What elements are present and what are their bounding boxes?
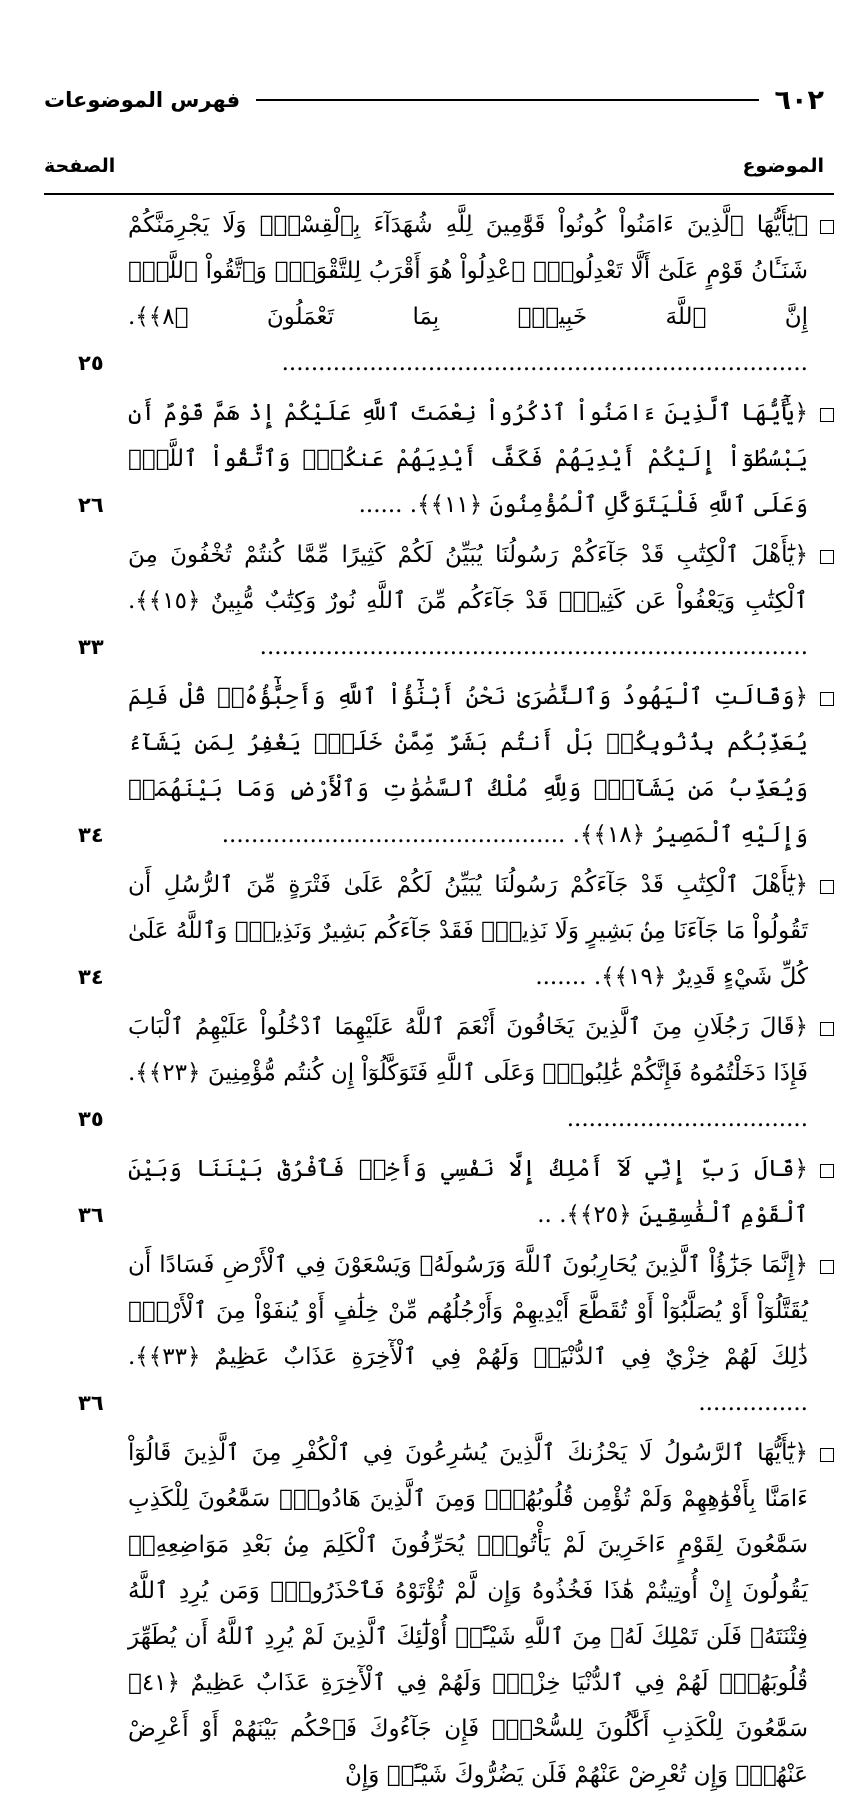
entry-text <box>128 390 808 528</box>
verse-text: ﴿يَٰٓأَيُّهَا ٱلَّذِينَ ءَامَنُواْ كُونُواْ قَوَّٰمِينَ لِلَّهِ شُهَدَآءَ بِٱلْقِسْطِۖ وَلَا يَجْرِمَنَّكُمْ شَنَـَٔانُ قَوْمٍ عَلَىٰٓ أَلَّا تَعْدِلُواْۚ ٱعْدِلُواْ هُوَ أَقْرَبُ لِلتَّقْوَىٰۖ وَٱتَّقُواْ ٱللَّهَۚ إِنَّ ٱللَّهَ خَبِيرُۢ بِمَا تَعْمَلُونَ ﴿٨﴾﴾. <box>128 212 808 330</box>
entry-bullet-icon <box>820 408 834 422</box>
entry-list <box>44 202 834 1798</box>
dot-leader: ............................................... <box>221 822 566 848</box>
verse-text: ﴿قَالَ رَجُلَانِ مِنَ ٱلَّذِينَ يَخَافُونَ أَنْعَمَ ٱللَّهُ عَلَيْهِمَا ٱدْخُلُواْ عَلَيْهِمُ ٱلْبَابَ فَإِذَا دَخَلْتُمُوهُ فَإِنَّكُمْ غَٰلِبُونَۚ وَعَلَى ٱللَّهِ فَتَوَكَّلُوٓاْ إِن كُنتُم مُّؤْمِنِينَ ﴿٢٣﴾﴾. <box>128 1014 808 1086</box>
verse-text: ﴿يَٰٓأَيُّهَا ٱلرَّسُولُ لَا يَحْزُنكَ ٱلَّذِينَ يُسَٰرِعُونَ فِي ٱلْكُفْرِ مِنَ ٱلَّذِينَ قَالُوٓاْ ءَامَنَّا بِأَفْوَٰهِهِمْ وَلَمْ تُؤْمِن قُلُوبُهُمْۛ وَمِنَ ٱلَّذِينَ هَادُواْۛ سَمَّٰعُونَ لِلْكَذِبِ سَمَّٰعُونَ لِقَوْمٍ ءَاخَرِينَ لَمْ يَأْتُوكَۖ يُحَرِّفُونَ ٱلْكَلِمَ مِنۢ بَعْدِ مَوَاضِعِهِۦۖ يَقُولُونَ إِنْ أُوتِيتُمْ هَٰذَا فَخُذُوهُ وَإِن لَّمْ تُؤْتَوْهُ فَٱحْذَرُواْۚ وَمَن يُرِدِ ٱللَّهُ فِتْنَتَهُۥ فَلَن تَمْلِكَ لَهُۥ مِنَ ٱللَّهِ شَيْـًٔاۚ أُوْلَٰٓئِكَ ٱلَّذِينَ لَمْ يُرِدِ ٱللَّهُ أَن يُطَهِّرَ قُلُوبَهُمْۚ لَهُمْ فِي ٱلدُّنْيَا خِزْيٌۖ وَلَهُمْ فِي ٱلْأٓخِرَةِ عَذَابٌ عَظِيمٌ ﴿٤١﴾ سَمَّٰعُونَ لِلْكَذِبِ أَكَّٰلُونَ لِلسُّحْتِۚ فَإِن جَآءُوكَ فَٱحْكُم بَيْنَهُمْ أَوْ أَعْرِضْ عَنْهُمْۖ وَإِن تُعْرِضْ عَنْهُمْ فَلَن يَضُرُّوكَ شَيْـًٔاۖ وَإِنْ <box>128 1440 808 1788</box>
entry-bullet-icon <box>820 1164 834 1178</box>
entry-text <box>128 532 808 670</box>
index-title: فهرس الموضوعات <box>44 88 241 112</box>
page-number: ٦٠٢ <box>774 84 824 116</box>
dot-leader: .. <box>537 1202 552 1228</box>
running-header <box>44 78 824 122</box>
entry-text <box>128 1146 808 1238</box>
page-reference: ٣٣ <box>78 635 104 659</box>
dot-leader: ....... <box>535 964 587 990</box>
entry-bullet-icon <box>820 692 834 706</box>
verse-text: ﴿إِنَّمَا جَزَٰٓؤُاْ ٱلَّذِينَ يُحَارِبُونَ ٱللَّهَ وَرَسُولَهُۥ وَيَسْعَوْنَ فِي ٱلْأَرْضِ فَسَادًا أَن يُقَتَّلُوٓاْ أَوْ يُصَلَّبُوٓاْ أَوْ تُقَطَّعَ أَيْدِيهِمْ وَأَرْجُلُهُم مِّنْ خِلَٰفٍ أَوْ يُنفَوْاْ مِنَ ٱلْأَرْضِۚ ذَٰلِكَ لَهُمْ خِزْيٌ فِي ٱلدُّنْيَاۖ وَلَهُمْ فِي ٱلْأٓخِرَةِ عَذَابٌ عَظِيمٌ ﴿٣٣﴾﴾. <box>128 1252 808 1370</box>
page-reference: ٣٥ <box>78 1107 104 1131</box>
dot-leader: ............... <box>698 1390 808 1416</box>
verse-text: ﴿يَٰٓأَهْلَ ٱلْكِتَٰبِ قَدْ جَآءَكُمْ رَسُولُنَا يُبَيِّنُ لَكُمْ عَلَىٰ فَتْرَةٍ مِّنَ ٱلرُّسُلِ أَن تَقُولُواْ مَا جَآءَنَا مِنۢ بَشِيرٍ وَلَا نَذِيرٍۖ فَقَدْ جَآءَكُم بَشِيرٌ وَنَذِيرٌۗ وَٱللَّهُ عَلَىٰ كُلِّ شَيْءٍ قَدِيرٌ ﴿١٩﴾﴾. <box>128 872 808 990</box>
index-entry <box>44 1146 834 1238</box>
entry-bullet-icon <box>820 1022 834 1036</box>
dot-leader: ................................. <box>566 1106 808 1132</box>
header-divider <box>44 193 834 195</box>
index-entry <box>44 390 834 528</box>
index-entry <box>44 862 834 1000</box>
entry-bullet-icon <box>820 1448 834 1462</box>
page-reference: ٣٤ <box>78 965 104 989</box>
verse-text: ﴿وَقَالَتِ ٱلْيَهُودُ وَٱلنَّصَٰرَىٰ نَحْنُ أَبْنَٰٓؤُاْ ٱللَّهِ وَأَحِبَّٰٓؤُهُۥۚ قُلْ فَلِمَ يُعَذِّبُكُم بِذُنُوبِكُمۖ بَلْ أَنتُم بَشَرٌ مِّمَّنْ خَلَقَۚ يَغْفِرُ لِمَن يَشَآءُ وَيُعَذِّبُ مَن يَشَآءُۚ وَلِلَّهِ مُلْكُ ٱلسَّمَٰوَٰتِ وَٱلْأَرْضِ وَمَا بَيْنَهُمَاۖ وَإِلَيْهِ ٱلْمَصِيرُ ﴿١٨﴾﴾. <box>128 684 808 848</box>
verse-text: ﴿قَالَ رَبِّ إِنِّي لَآ أَمْلِكُ إِلَّا نَفْسِي وَأَخِيۖ فَٱفْرُقْ بَيْنَنَا وَبَيْنَ ٱلْقَوْمِ ٱلْفَٰسِقِينَ ﴿٢٥﴾﴾. <box>128 1156 808 1228</box>
dot-leader: ........................................................................ <box>281 350 808 376</box>
index-entry <box>44 1430 834 1798</box>
entry-text <box>128 674 808 858</box>
dot-leader: ........................................................................... <box>259 634 808 660</box>
entry-bullet-icon <box>820 880 834 894</box>
entry-bullet-icon <box>820 550 834 564</box>
page-reference: ٣٤ <box>78 823 104 847</box>
entry-bullet-icon <box>820 1260 834 1274</box>
entry-text <box>128 202 808 386</box>
column-captions <box>44 150 824 182</box>
verse-text: ﴿يَٰٓأَيُّهَا ٱلَّذِينَ ءَامَنُواْ ٱذْكُرُواْ نِعْمَتَ ٱللَّهِ عَلَيْكُمْ إِذْ هَمَّ قَوْمٌ أَن يَبْسُطُوٓاْ إِلَيْكُمْ أَيْدِيَهُمْ فَكَفَّ أَيْدِيَهُمْ عَنكُمْۖ وَٱتَّقُواْ ٱللَّهَۚ وَعَلَى ٱللَّهِ فَلْيَتَوَكَّلِ ٱلْمُؤْمِنُونَ ﴿١١﴾﴾. <box>128 400 808 518</box>
page-reference: ٣٦ <box>78 1203 104 1227</box>
page-reference: ٢٦ <box>78 493 104 517</box>
entry-text <box>128 1430 808 1798</box>
entry-text <box>128 1004 808 1142</box>
entry-text <box>128 1242 808 1426</box>
index-entry <box>44 202 834 386</box>
page-column-caption: الصفحة <box>44 155 116 177</box>
entry-bullet-icon <box>820 220 834 234</box>
verse-text: ﴿يَٰٓأَهْلَ ٱلْكِتَٰبِ قَدْ جَآءَكُمْ رَسُولُنَا يُبَيِّنُ لَكُمْ كَثِيرًا مِّمَّا كُنتُمْ تُخْفُونَ مِنَ ٱلْكِتَٰبِ وَيَعْفُواْ عَن كَثِيرٍۚ قَدْ جَآءَكُم مِّنَ ٱللَّهِ نُورٌ وَكِتَٰبٌ مُّبِينٌ ﴿١٥﴾﴾. <box>128 542 808 614</box>
header-rule <box>256 99 758 101</box>
index-entry <box>44 1004 834 1142</box>
entry-text <box>128 862 808 1000</box>
index-entry <box>44 674 834 858</box>
page-reference: ٢٥ <box>78 351 104 375</box>
dot-leader: ...... <box>358 492 403 518</box>
topic-column-caption: الموضوع <box>742 155 824 177</box>
page-reference: ٣٦ <box>78 1391 104 1415</box>
index-entry <box>44 1242 834 1426</box>
index-entry <box>44 532 834 670</box>
